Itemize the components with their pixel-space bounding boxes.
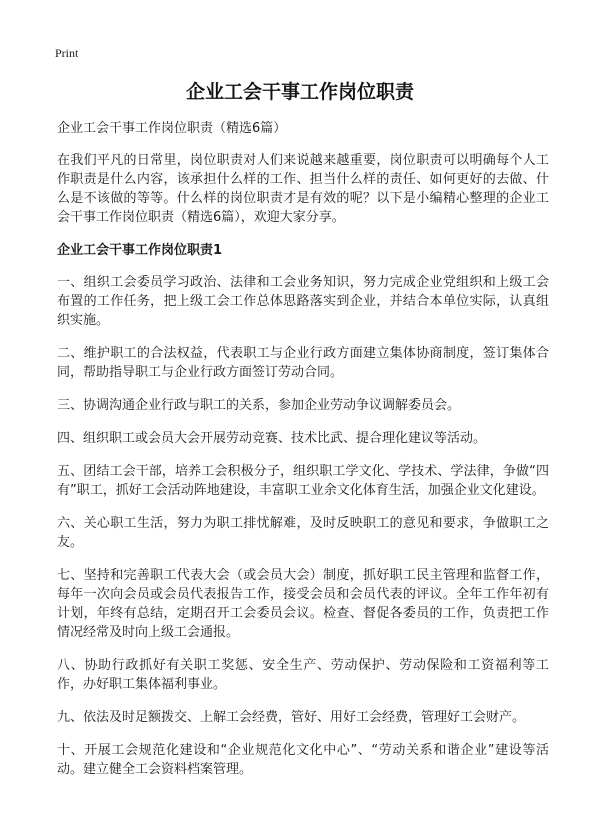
duty-item-9: 九、依法及时足额拨交、上解工会经费，管好、用好工会经费，管理好工会财产。 xyxy=(57,710,526,725)
duty-item-1: 一、组织工会委员学习政治、法律和工会业务知识，努力完成企业党组织和上级工会布置的工作任务，把上级工会工作总体思路落实到企业，并结合本单位实际，认真组织实施。 xyxy=(57,275,549,328)
print-link[interactable]: Print xyxy=(55,46,79,60)
intro-paragraph: 在我们平凡的日常里，岗位职责对人们来说越来越重要，岗位职责可以明确每个人工作职责是什么内容，该承担什么样的工作、担当什么样的责任、如何更好的去做、什么是不该做的等等。什么样的岗位职责才是有效的呢？以下是小编精心整理的企业工会干事工作岗位职责（精选6篇），欢迎大家分享。 xyxy=(57,153,549,225)
duty-item-10: 十、开展工会规范化建设和“企业规范化文化中心”、“劳动关系和谐企业”建设等活动。建立健全工会资料档案管理。 xyxy=(57,743,549,777)
section-heading: 企业工会干事工作岗位职责1 xyxy=(57,243,223,258)
duty-item-3: 三、协调沟通企业行政与职工的关系，参加企业劳动争议调解委员会。 xyxy=(57,398,461,413)
duty-item-2: 二、维护职工的合法权益，代表职工与企业行政方面建立集体协商制度，签订集体合同，帮助指导职工与企业行政方面签订劳动合同。 xyxy=(57,346,549,380)
document-body xyxy=(57,119,549,793)
page-title: 企业工会干事工作岗位职责 xyxy=(185,81,414,103)
duty-item-7: 七、坚持和完善职工代表大会（或会员大会）制度，抓好职工民主管理和监督工作，每年一次向会员或会员代表报告工作，接受会员和会员代表的评议。全年工作年初有计划，年终有总结，定期召开工会委员会议。检查、督促各委员的工作，负责把工作情况经常及时向上级工会通报。 xyxy=(57,568,549,640)
duty-item-6: 六、关心职工生活，努力为职工排忧解难，及时反映职工的意见和要求，争做职工之友。 xyxy=(57,516,549,550)
duty-item-8: 八、协助行政抓好有关职工奖惩、安全生产、劳动保护、劳动保险和工资福利等工作，办好职工集体福利事业。 xyxy=(57,658,549,692)
document-subtitle: 企业工会干事工作岗位职责（精选6篇） xyxy=(57,121,287,136)
duty-item-4: 四、组织职工或会员大会开展劳动竞赛、技术比武、提合理化建议等活动。 xyxy=(57,431,487,446)
duty-item-5: 五、团结工会干部，培养工会积极分子，组织职工学文化、学技术、学法律，争做“四有”职工，抓好工会活动阵地建设，丰富职工业余文化体育生活，加强企业文化建设。 xyxy=(57,464,549,498)
